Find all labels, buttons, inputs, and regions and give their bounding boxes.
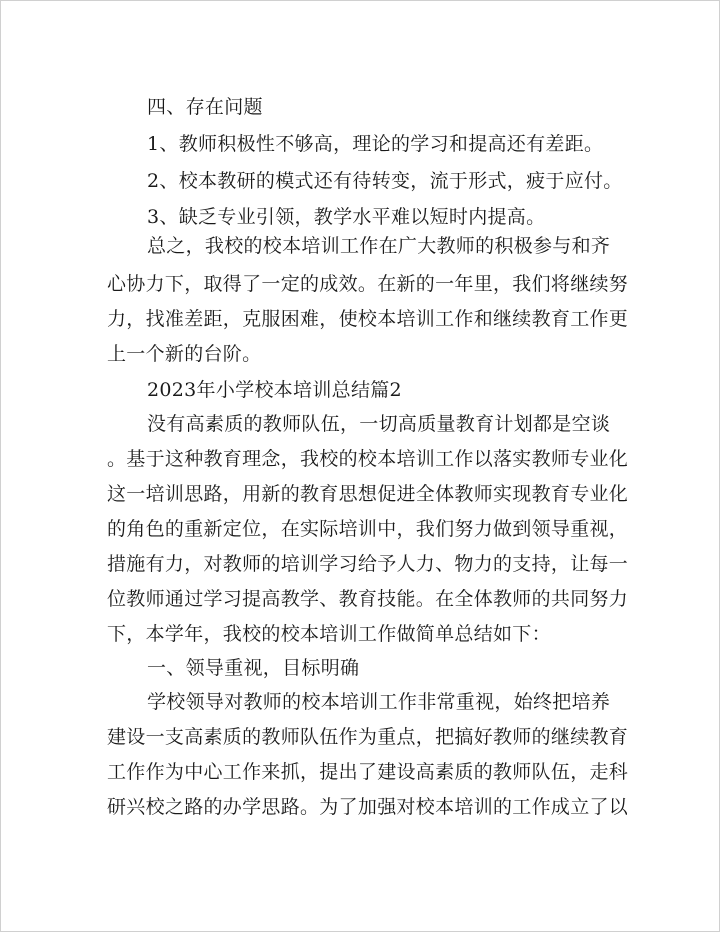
paragraph-line: 下，本学年，我校的校本培训工作做简单总结如下：: [107, 623, 551, 645]
section-heading: 四、存在问题: [147, 96, 263, 118]
paragraph-line: 。基于这种教育理念，我校的校本培训工作以落实教师专业化: [107, 448, 629, 470]
paragraph-line: 的角色的重新定位，在实际培训中，我们努力做到领导重视，: [107, 518, 629, 540]
problem-item: 2、校本教研的模式还有待转变，流于形式，疲于应付。: [147, 170, 623, 192]
paragraph-line: 力，找准差距，克服困难，使校本培训工作和继续教育工作更: [107, 308, 629, 330]
article-title: 2023年小学校本培训总结篇2: [147, 379, 402, 401]
paragraph-line: 措施有力，对教师的培训学习给予人力、物力的支持，让每一: [107, 553, 629, 575]
paragraph-line: 学校领导对教师的校本培训工作非常重视，始终把培养: [147, 691, 611, 713]
paragraph-line: 上一个新的台阶。: [107, 343, 262, 365]
paragraph-line: 研兴校之路的办学思路。为了加强对校本培训的工作成立了以: [107, 796, 629, 818]
subheading: 一、领导重视，目标明确: [147, 657, 360, 679]
paragraph-line: 建设一支高素质的教师队伍作为重点，把搞好教师的继续教育: [107, 726, 629, 748]
paragraph-line: 心协力下，取得了一定的成效。在新的一年里，我们将继续努: [107, 273, 629, 295]
paragraph-line: 这一培训思路，用新的教育思想促进全体教师实现教育专业化: [107, 483, 629, 505]
problem-item: 1、教师积极性不够高，理论的学习和提高还有差距。: [147, 133, 604, 155]
paragraph-line: 没有高素质的教师队伍，一切高质量教育计划都是空谈: [147, 413, 611, 435]
paragraph-line: 工作作为中心工作来抓，提出了建设高素质的教师队伍，走科: [107, 761, 629, 783]
problem-item: 3、缺乏专业引领，教学水平难以短时内提高。: [147, 206, 546, 228]
paragraph-line: 位教师通过学习提高教学、教育技能。在全体教师的共同努力: [107, 588, 629, 610]
paragraph-line: 总之，我校的校本培训工作在广大教师的积极参与和齐: [147, 235, 611, 257]
